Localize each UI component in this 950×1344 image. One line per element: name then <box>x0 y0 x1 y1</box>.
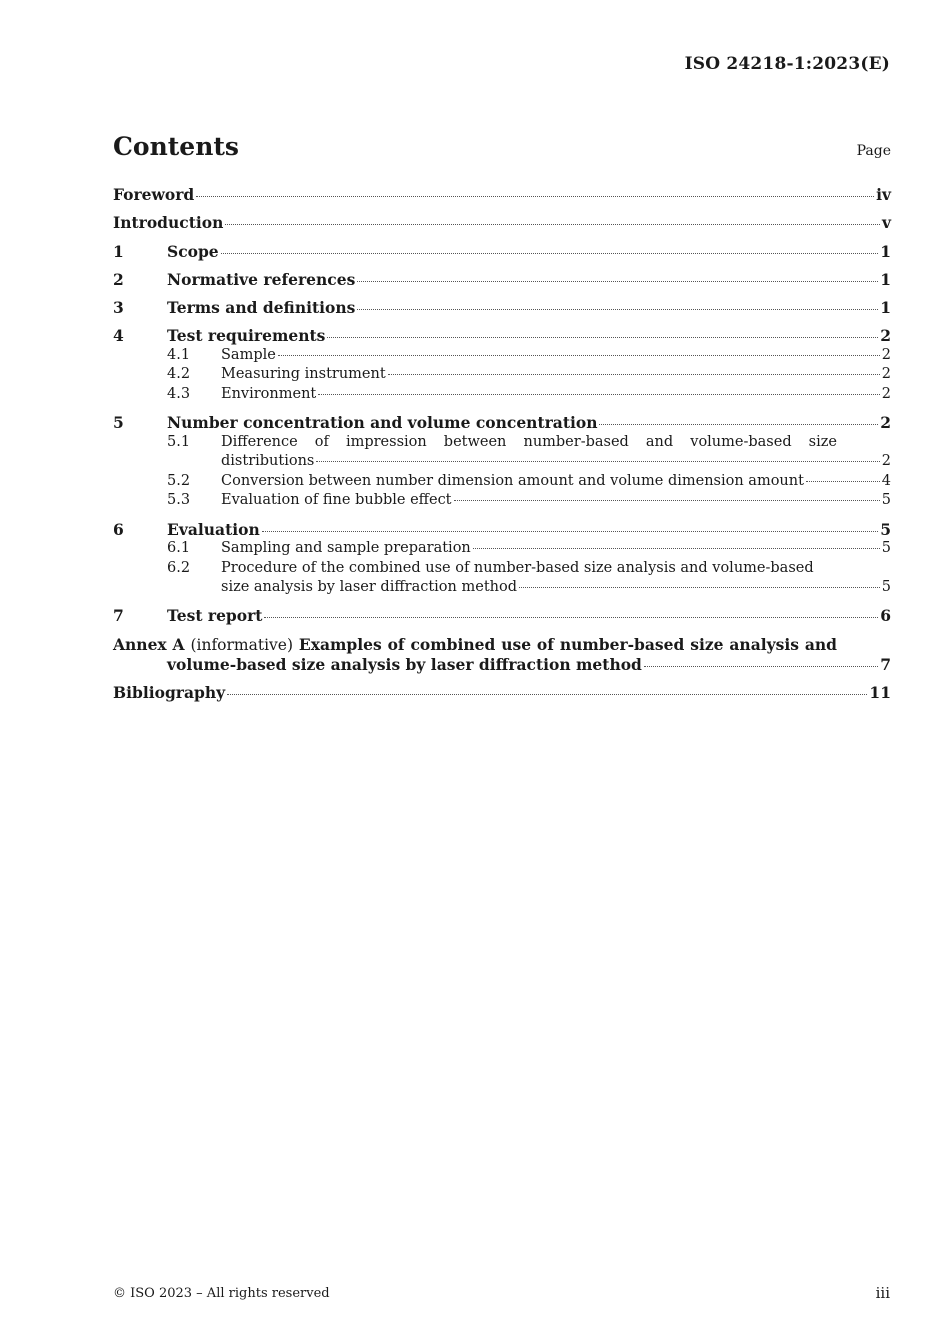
toc-label-line: Difference of impression between number-based and volume-based size <box>221 433 837 450</box>
toc-entry-test-report[interactable] <box>113 606 891 626</box>
toc-number: 5 <box>113 413 124 433</box>
toc-label: Number concentration and volume concentration <box>167 413 598 433</box>
toc-number: 5.3 <box>167 492 191 509</box>
toc-entry-annex-a[interactable] <box>113 635 891 675</box>
toc-number: 4.1 <box>167 346 191 363</box>
toc-label: volume-based size analysis by laser diffraction method <box>167 655 642 675</box>
dot-leader <box>327 337 878 338</box>
toc-entry-combined-use-procedure[interactable] <box>113 559 891 598</box>
document-id: ISO 24218-1:2023(E) <box>684 54 890 74</box>
toc-number: 4 <box>113 326 124 346</box>
footer-page-number: iii <box>875 1284 890 1302</box>
toc-page: 2 <box>881 453 891 470</box>
toc-page: 7 <box>880 655 891 675</box>
toc-label: Sample <box>221 346 276 363</box>
footer-copyright: © ISO 2023 – All rights reserved <box>113 1286 330 1301</box>
toc-label: Environment <box>221 385 317 402</box>
annex-prefix: Annex A <box>113 634 185 654</box>
toc-page: 2 <box>881 366 891 383</box>
toc-page: 5 <box>881 540 891 557</box>
dot-leader <box>262 531 878 532</box>
toc-entry-foreword[interactable] <box>113 185 891 205</box>
toc-label: Scope <box>167 241 219 261</box>
toc-number: 5.1 <box>167 433 191 450</box>
dot-leader <box>473 548 880 549</box>
dot-leader <box>806 481 880 482</box>
toc-page: iv <box>876 185 891 204</box>
dot-leader <box>388 374 880 375</box>
toc-label: size analysis by laser diffraction method <box>221 579 517 596</box>
toc-label-line <box>113 635 891 656</box>
dot-leader <box>357 281 878 282</box>
toc-number: 4.3 <box>167 385 191 402</box>
toc-page: 5 <box>880 519 891 539</box>
toc-entry-normative-references[interactable] <box>113 270 891 290</box>
toc-label-line: Procedure of the combined use of number-based size analysis and volume-based <box>221 559 814 576</box>
toc-page: 2 <box>880 326 891 346</box>
toc-entry-test-requirements[interactable] <box>113 326 891 346</box>
toc-page: 5 <box>881 492 891 509</box>
dot-leader <box>221 253 879 254</box>
toc-number: 5.2 <box>167 472 191 489</box>
toc-number: 6.2 <box>167 559 191 576</box>
toc-label: Introduction <box>113 213 224 233</box>
toc-entry-scope[interactable] <box>113 242 891 262</box>
toc-page: 2 <box>881 346 891 363</box>
toc-page: 2 <box>881 385 891 402</box>
contents-title: Contents <box>113 132 240 161</box>
toc-entry-introduction[interactable] <box>113 213 891 233</box>
toc-number: 3 <box>113 298 124 318</box>
dot-leader <box>318 394 880 395</box>
toc-page: 4 <box>881 472 891 489</box>
annex-informative: (informative) <box>190 635 294 654</box>
toc-page: v <box>881 213 891 233</box>
toc-label: Conversion between number dimension amount and volume dimension amount <box>221 472 804 489</box>
toc-label: Measuring instrument <box>221 366 386 383</box>
toc-number: 6.1 <box>167 540 191 557</box>
toc-page: 2 <box>880 413 891 433</box>
toc-label: distributions <box>221 453 315 470</box>
dot-leader <box>278 355 880 356</box>
toc-page: 1 <box>880 298 891 318</box>
toc-entry-sampling[interactable] <box>113 539 891 559</box>
annex-title-line1: Examples of combined use of number-based size analysis and <box>298 634 837 654</box>
toc-number: 1 <box>113 241 124 261</box>
toc-page: 11 <box>869 683 891 703</box>
toc-number: 2 <box>113 269 124 289</box>
toc-label: Test requirements <box>167 326 326 346</box>
table-of-contents <box>113 185 891 703</box>
dot-leader <box>227 694 867 695</box>
toc-label: Foreword <box>113 185 195 204</box>
toc-page: 1 <box>880 269 891 289</box>
dot-leader <box>519 587 880 588</box>
toc-number: 6 <box>113 519 124 539</box>
toc-label: Evaluation of fine bubble effect <box>221 492 452 509</box>
toc-entry-evaluation[interactable] <box>113 520 891 540</box>
dot-leader <box>316 461 879 462</box>
dot-leader <box>225 224 880 225</box>
toc-label: Bibliography <box>113 683 226 703</box>
toc-entry-environment[interactable] <box>113 385 891 405</box>
toc-entry-terms-and-definitions[interactable] <box>113 298 891 318</box>
dot-leader <box>599 424 878 425</box>
toc-entry-number-and-volume-concentration[interactable] <box>113 413 891 433</box>
contents-heading-row <box>113 132 891 161</box>
toc-label: Evaluation <box>167 519 260 539</box>
toc-page: 5 <box>881 579 891 596</box>
dot-leader <box>196 196 874 197</box>
dot-leader <box>264 617 878 618</box>
toc-label: Test report <box>167 606 263 626</box>
toc-entry-difference-of-impression[interactable] <box>113 433 891 472</box>
dot-leader <box>644 666 878 667</box>
toc-entry-measuring-instrument[interactable] <box>113 365 891 385</box>
toc-page: 6 <box>880 606 891 626</box>
page-column-label: Page <box>856 143 891 159</box>
toc-entry-fine-bubble-effect[interactable] <box>113 491 891 511</box>
toc-entry-conversion[interactable] <box>113 472 891 492</box>
toc-entry-sample[interactable] <box>113 346 891 366</box>
toc-label: Terms and definitions <box>167 298 356 318</box>
toc-number: 4.2 <box>167 366 191 383</box>
toc-label: Sampling and sample preparation <box>221 540 471 557</box>
dot-leader <box>454 500 880 501</box>
toc-page: 1 <box>880 241 891 261</box>
toc-number: 7 <box>113 606 124 626</box>
dot-leader <box>357 309 878 310</box>
toc-label: Normative references <box>167 269 356 289</box>
toc-entry-bibliography[interactable] <box>113 683 891 703</box>
